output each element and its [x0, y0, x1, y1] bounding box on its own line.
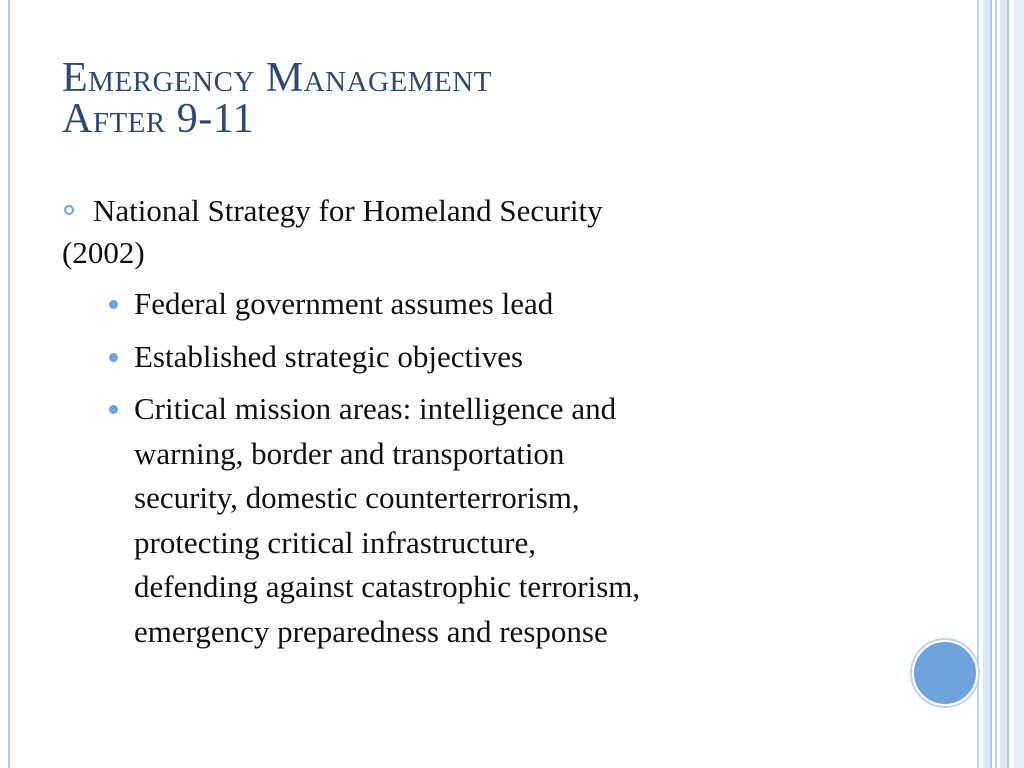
sub-bullet-line: security, domestic counterterrorism, — [134, 480, 580, 515]
right-stripe — [1014, 0, 1024, 768]
title-line-2: After 9-11 — [62, 96, 255, 142]
title-line-1: Emergency Management — [62, 55, 492, 101]
right-stripe — [990, 0, 992, 768]
right-stripe — [983, 0, 990, 768]
slide-content — [62, 190, 862, 662]
filled-bullet-icon — [109, 353, 118, 362]
sub-bullet-line: protecting critical infrastructure, — [134, 524, 536, 560]
sub-bullet-text: Federal government assumes lead — [134, 286, 554, 321]
sub-bullet-line: defending against catastrophic terrorism, — [134, 569, 641, 604]
slide-title — [62, 55, 922, 142]
sub-bullet-list — [62, 282, 862, 654]
sub-bullet — [106, 387, 862, 654]
sub-bullet-line: emergency preparedness and response — [134, 613, 608, 649]
right-stripe — [1007, 0, 1009, 768]
sub-bullet-text: Established strategic objectives — [134, 338, 524, 374]
sub-bullet — [106, 282, 862, 327]
sub-bullet-line: Critical mission areas: intelligence and — [134, 391, 617, 426]
bullet-level1-line1: National Strategy for Homeland Security — [93, 193, 603, 228]
right-stripe — [977, 0, 979, 768]
bullet-level1-line2: (2002) — [62, 235, 145, 270]
right-stripe — [995, 0, 997, 768]
hollow-bullet-icon — [64, 205, 74, 215]
left-frame-line — [8, 0, 10, 768]
right-stripe — [1000, 0, 1007, 768]
sub-bullet — [106, 335, 862, 380]
sub-bullet-line: warning, border and transportation — [134, 435, 565, 471]
bullet-level1 — [62, 190, 862, 274]
filled-bullet-icon — [109, 300, 118, 309]
filled-bullet-icon — [109, 405, 118, 414]
decorative-circle — [912, 640, 978, 706]
